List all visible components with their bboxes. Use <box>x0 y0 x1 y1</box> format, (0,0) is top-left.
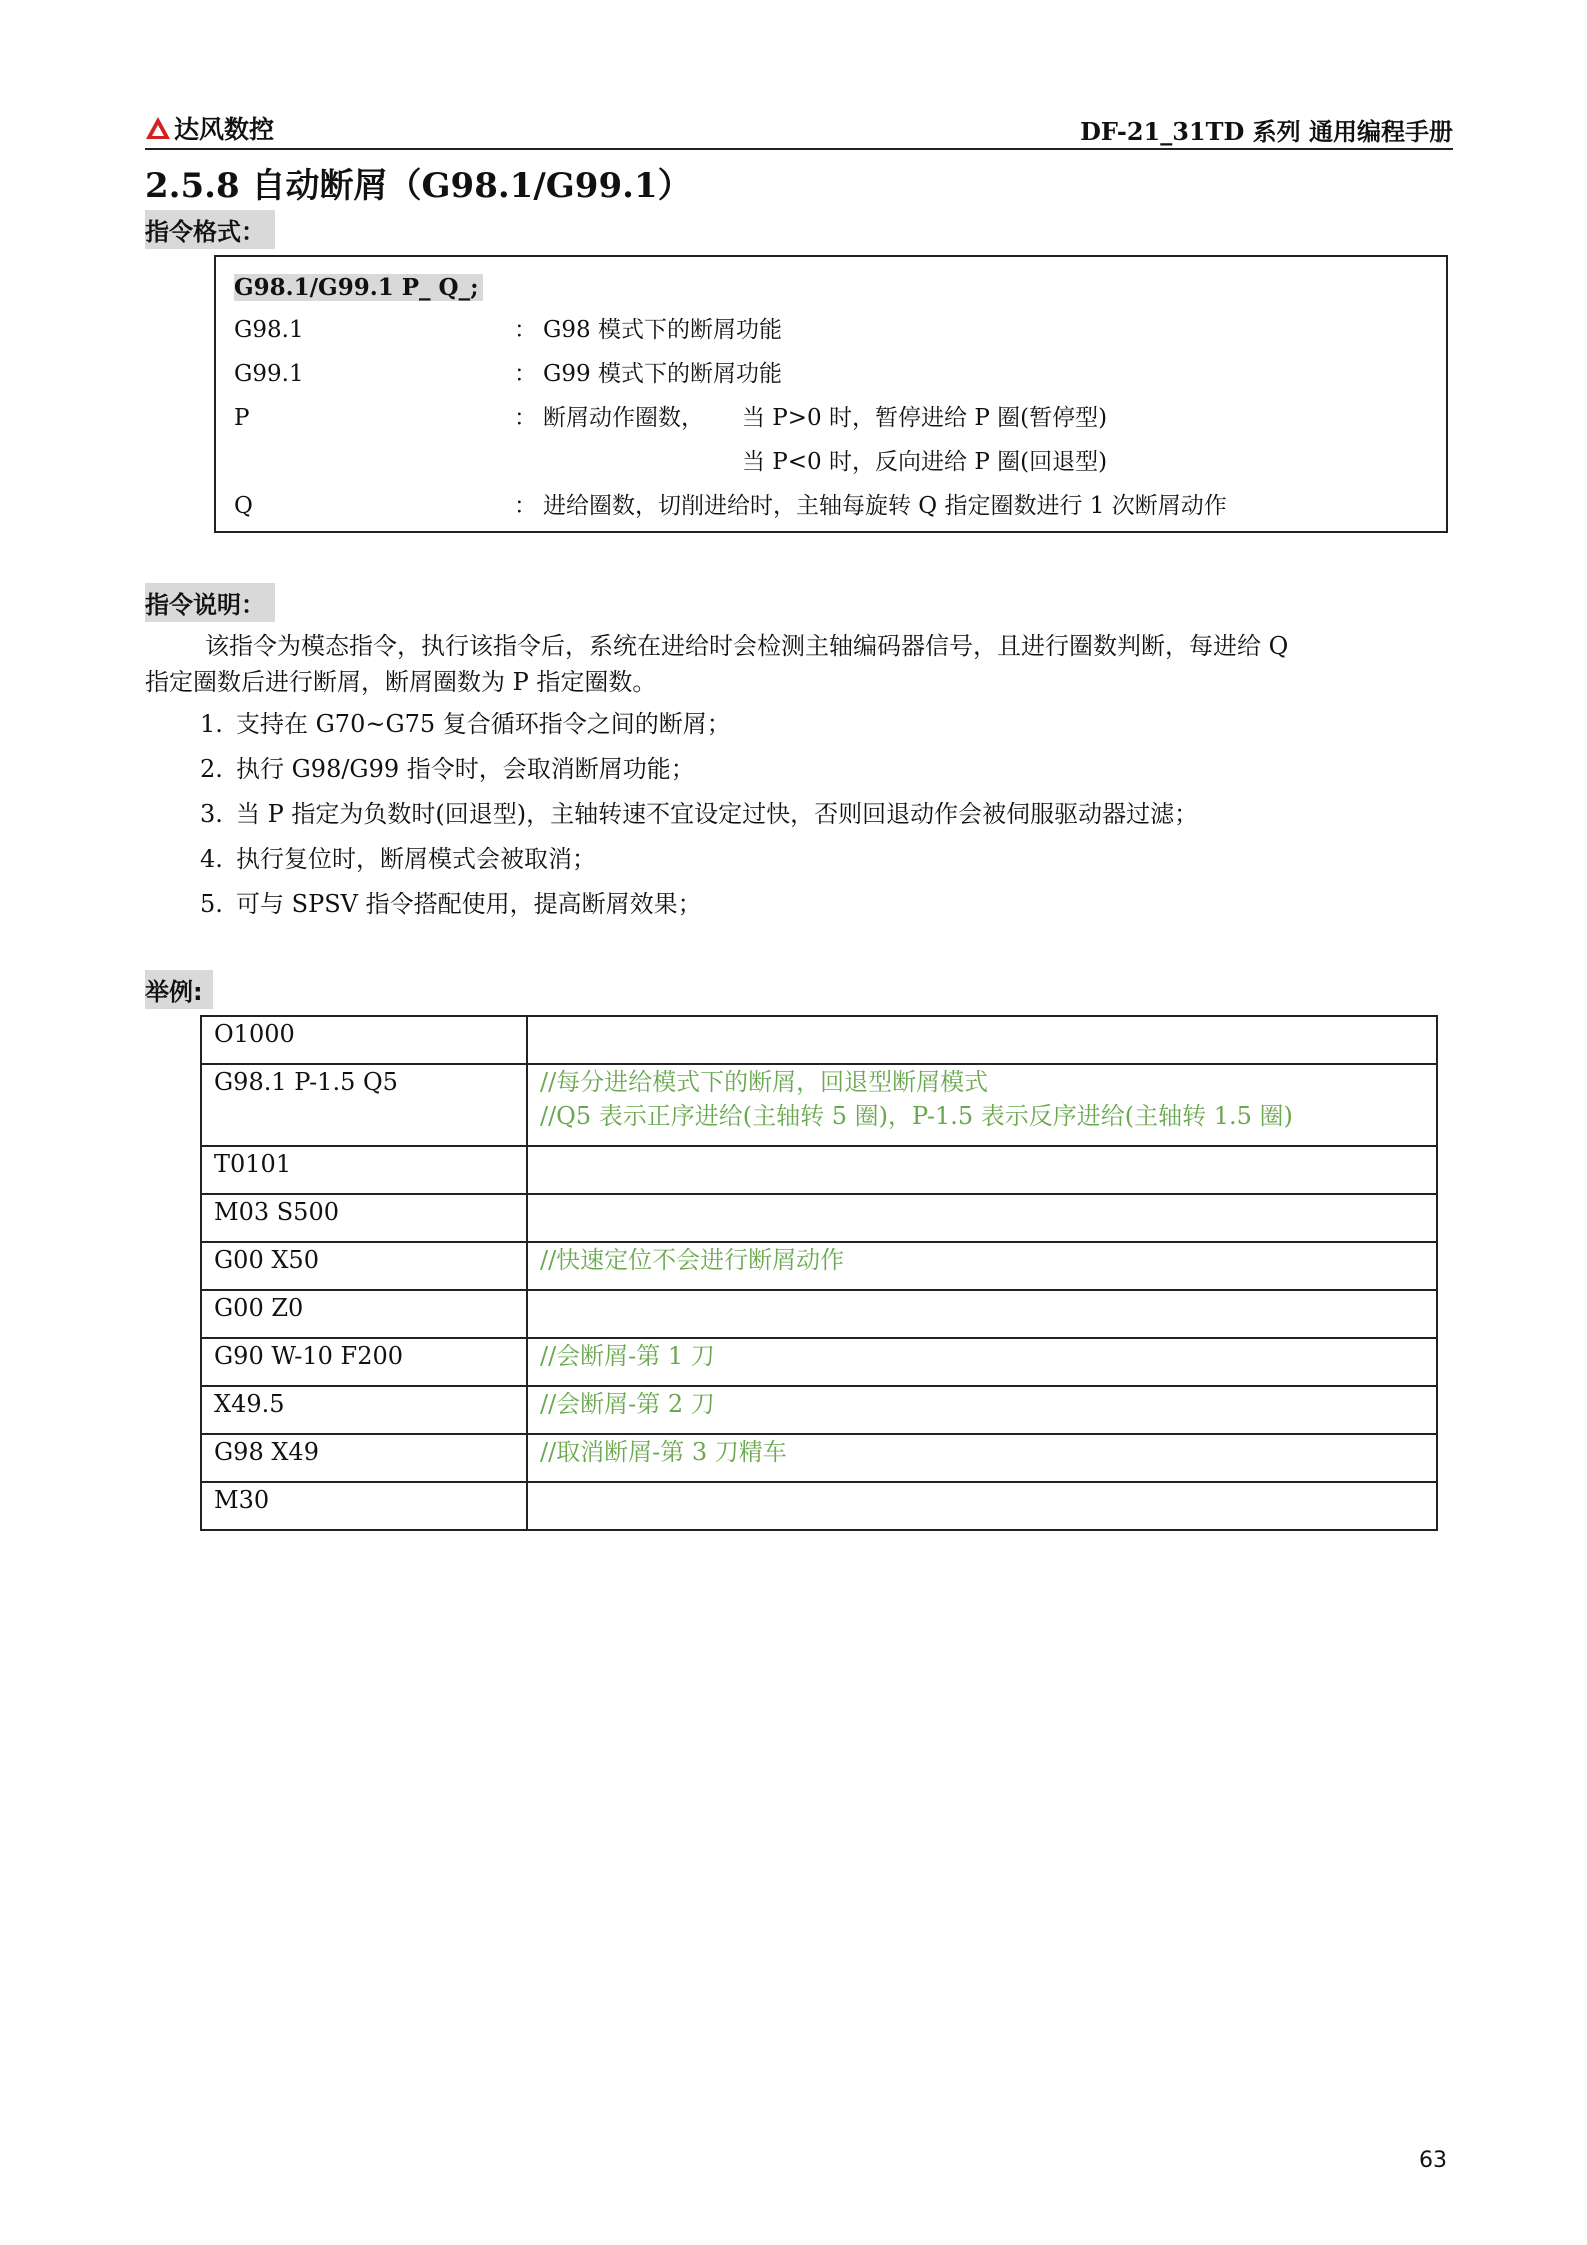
table-row <box>201 1434 1437 1482</box>
format-colon: ： <box>514 317 537 343</box>
code-cell: T0101 <box>201 1146 527 1194</box>
description-label: 指令说明： <box>145 583 275 622</box>
code-cell: G00 Z0 <box>201 1290 527 1338</box>
list-number: 2. <box>200 755 223 783</box>
format-label: 指令格式： <box>145 210 275 249</box>
format-row <box>234 401 1424 435</box>
format-row <box>234 489 1424 523</box>
section-heading: 自动断屑（G98.1/G99.1） <box>251 166 692 206</box>
table-row <box>201 1064 1437 1146</box>
table-row <box>201 1194 1437 1242</box>
description-paragraph-line1: 该指令为模态指令，执行该指令后，系统在进给时会检测主轴编码器信号，且进行圈数判断，每进给 Q <box>205 632 1289 660</box>
table-row <box>201 1242 1437 1290</box>
format-row <box>234 357 1424 391</box>
format-colon: ： <box>514 361 537 387</box>
list-number: 5. <box>200 890 223 918</box>
comment-cell <box>527 1146 1437 1194</box>
format-syntax-row <box>234 271 483 305</box>
list-number: 1. <box>200 710 223 738</box>
comment-cell <box>527 1194 1437 1242</box>
comment-line: //每分进给模式下的断屑，回退型断屑模式 <box>540 1068 989 1096</box>
list-item <box>200 792 1198 837</box>
code-cell: G90 W-10 F200 <box>201 1338 527 1386</box>
section-number: 2.5.8 <box>145 166 240 206</box>
format-row <box>234 445 1424 479</box>
list-number: 3. <box>200 800 223 828</box>
table-row <box>201 1290 1437 1338</box>
list-item <box>200 882 1198 927</box>
code-cell: G98 X49 <box>201 1434 527 1482</box>
description-paragraph-line2: 指定圈数后进行断屑，断屑圈数为 P 指定圈数。 <box>145 668 657 696</box>
triangle-logo-icon <box>145 116 171 140</box>
format-row <box>234 313 1424 347</box>
comment-cell <box>527 1016 1437 1064</box>
list-text: 当 P 指定为负数时(回退型)，主轴转速不宜设定过快，否则回退动作会被伺服驱动器过滤； <box>236 800 1199 828</box>
list-text: 支持在 G70~G75 复合循环指令之间的断屑； <box>236 710 731 738</box>
format-syntax: G98.1/G99.1 P_ Q_; <box>234 274 483 301</box>
format-key: P <box>234 405 250 431</box>
format-desc-secondary: 当 P>0 时，暂停进给 P 圈(暂停型) <box>742 405 1108 431</box>
page-header <box>145 108 1453 150</box>
example-table <box>200 1015 1438 1531</box>
brand-name: 达风数控 <box>174 115 275 144</box>
comment-cell <box>527 1290 1437 1338</box>
format-box <box>214 255 1448 533</box>
section-title <box>145 158 692 207</box>
list-item <box>200 702 1198 747</box>
list-text: 可与 SPSV 指令搭配使用，提高断屑效果； <box>236 890 702 918</box>
list-number: 4. <box>200 845 223 873</box>
code-cell: M30 <box>201 1482 527 1530</box>
manual-title: DF-21_31TD 系列 通用编程手册 <box>1080 117 1453 146</box>
format-desc: 进给圈数，切削进给时，主轴每旋转 Q 指定圈数进行 1 次断屑动作 <box>543 493 1227 519</box>
comment-cell: //取消断屑-第 3 刀精车 <box>527 1434 1437 1482</box>
table-row <box>201 1016 1437 1064</box>
list-item <box>200 747 1198 792</box>
table-row <box>201 1386 1437 1434</box>
format-desc: G99 模式下的断屑功能 <box>543 361 782 387</box>
comment-cell: //快速定位不会进行断屑动作 <box>527 1242 1437 1290</box>
comment-line: //Q5 表示正序进给(主轴转 5 圈)，P-1.5 表示反序进给(主轴转 1.5 圈) <box>540 1102 1293 1130</box>
comment-cell <box>527 1482 1437 1530</box>
brand <box>145 110 274 146</box>
list-text: 执行 G98/G99 指令时，会取消断屑功能； <box>236 755 695 783</box>
code-cell: X49.5 <box>201 1386 527 1434</box>
table-row <box>201 1338 1437 1386</box>
code-cell: O1000 <box>201 1016 527 1064</box>
format-colon: ： <box>514 493 537 519</box>
comment-cell: //会断屑-第 1 刀 <box>527 1338 1437 1386</box>
comment-cell: //会断屑-第 2 刀 <box>527 1386 1437 1434</box>
description-list <box>200 702 1198 927</box>
code-cell: M03 S500 <box>201 1194 527 1242</box>
code-cell: G00 X50 <box>201 1242 527 1290</box>
format-desc: G98 模式下的断屑功能 <box>543 317 782 343</box>
code-cell: G98.1 P-1.5 Q5 <box>201 1064 527 1146</box>
table-row <box>201 1482 1437 1530</box>
format-colon: ： <box>514 405 537 431</box>
format-key: G98.1 <box>234 317 304 343</box>
table-row <box>201 1146 1437 1194</box>
format-key: G99.1 <box>234 361 304 387</box>
example-label: 举例: <box>145 970 213 1009</box>
format-key: Q <box>234 493 253 519</box>
format-desc-secondary: 当 P<0 时，反向进给 P 圈(回退型) <box>742 449 1108 475</box>
format-desc: 断屑动作圈数， <box>543 405 704 431</box>
comment-cell <box>527 1064 1437 1146</box>
list-text: 执行复位时，断屑模式会被取消； <box>236 845 596 873</box>
list-item <box>200 837 1198 882</box>
page-number: 63 <box>1419 2148 1447 2173</box>
